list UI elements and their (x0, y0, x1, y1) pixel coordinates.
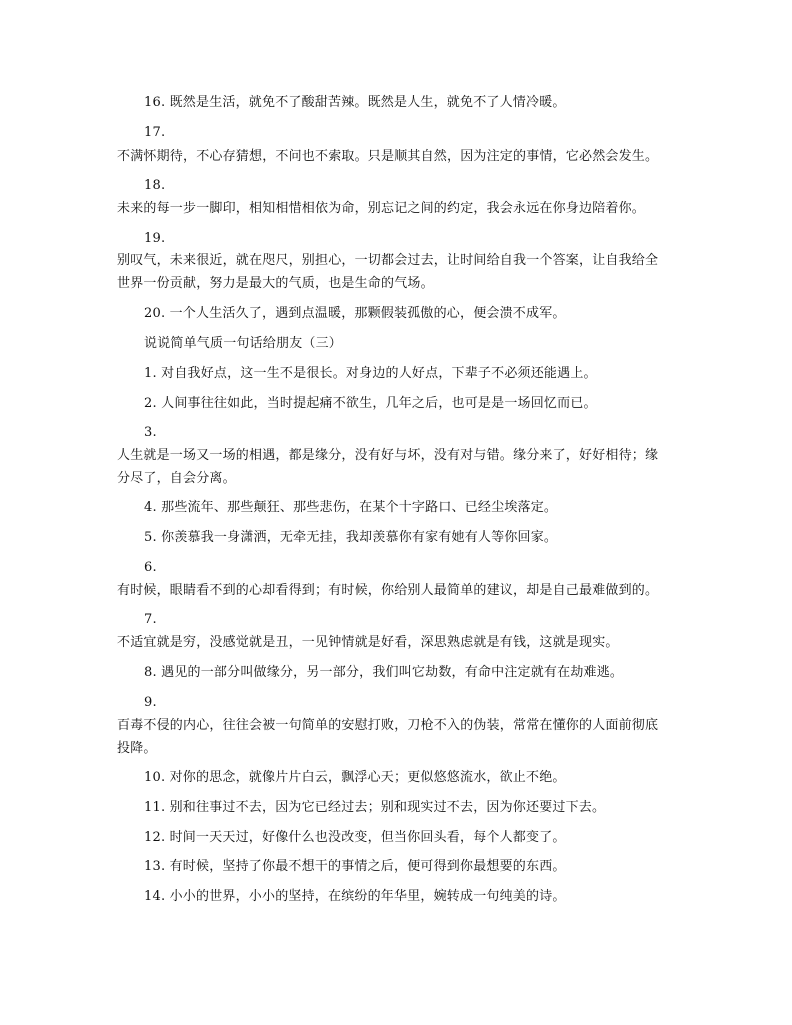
item-17-text: 不满怀期待，不心存猜想，不问也不索取。只是顺其自然，因为注定的事情，它必然会发生。 (117, 149, 659, 164)
item-9-number: 9. (144, 695, 157, 710)
item-18-number: 18. (144, 178, 166, 193)
item-19-text-1: 别叹气，未来很近，就在咫尺，别担心，一切都会过去，让时间给自我一个答案，让自我给全 (117, 253, 659, 268)
item-3-text-1: 人生就是一场又一场的相遇，都是缘分，没有好与坏，没有对与错。缘分来了，好好相待；缘 (117, 448, 659, 463)
item-17-number: 17. (144, 125, 166, 140)
item-7-text: 不适宜就是穷，没感觉就是丑，一见钟情就是好看，深思熟虑就是有钱，这就是现实。 (117, 635, 619, 650)
item-9-text-2: 投降。 (117, 741, 157, 756)
item-5: 5. 你羡慕我一身潇洒，无牵无挂，我却羡慕你有家有她有人等你回家。 (144, 530, 558, 545)
item-1: 1. 对自我好点，这一生不是很长。对身边的人好点，下辈子不必须还能遇上。 (144, 366, 597, 381)
item-9-text-1: 百毒不侵的内心，往往会被一句简单的安慰打败，刀枪不入的伪装，常常在懂你的人面前彻底 (117, 718, 659, 733)
item-16: 16. 既然是生活，就免不了酸甜苦辣。既然是人生，就免不了人情冷暖。 (144, 95, 566, 110)
item-13: 13. 有时候，坚持了你最不想干的事情之后，便可得到你最想要的东西。 (144, 859, 566, 874)
item-14: 14. 小小的世界，小小的坚持，在缤纷的年华里，婉转成一句纯美的诗。 (144, 889, 566, 904)
item-7-number: 7. (144, 612, 157, 627)
section-heading: 说说简单气质一句话给朋友（三） (144, 336, 343, 351)
item-19-text-2: 世界一份贡献，努力是最大的气质，也是生命的气场。 (117, 276, 434, 291)
item-4: 4. 那些流年、那些颠狂、那些悲伤，在某个十字路口、已经尘埃落定。 (144, 500, 558, 515)
item-3-number: 3. (144, 425, 157, 440)
item-11: 11. 别和往事过不去，因为它已经过去；别和现实过不去，因为你还要过下去。 (144, 800, 606, 815)
item-6-number: 6. (144, 560, 157, 575)
item-20: 20. 一个人生活久了，遇到点温暖，那颗假装孤傲的心，便会溃不成军。 (144, 306, 566, 321)
item-8: 8. 遇见的一部分叫做缘分，另一部分，我们叫它劫数，有命中注定就有在劫难逃。 (144, 665, 624, 680)
item-19-number: 19. (144, 231, 166, 246)
item-10: 10. 对你的思念，就像片片白云，飘浮心天；更似悠悠流水，欲止不绝。 (144, 770, 566, 785)
item-3-text-2: 分尽了，自会分离。 (117, 471, 236, 486)
item-12: 12. 时间一天天过，好像什么也没改变，但当你回头看，每个人都变了。 (144, 830, 566, 845)
item-2: 2. 人间事往往如此，当时提起痛不欲生，几年之后，也可是是一场回忆而已。 (144, 396, 597, 411)
item-18-text: 未来的每一步一脚印，相知相惜相依为命，别忘记之间的约定，我会永远在你身边陪着你。 (117, 201, 646, 216)
item-6-text: 有时候，眼睛看不到的心却看得到；有时候，你给别人最简单的建议，却是自己最难做到的。 (117, 583, 659, 598)
